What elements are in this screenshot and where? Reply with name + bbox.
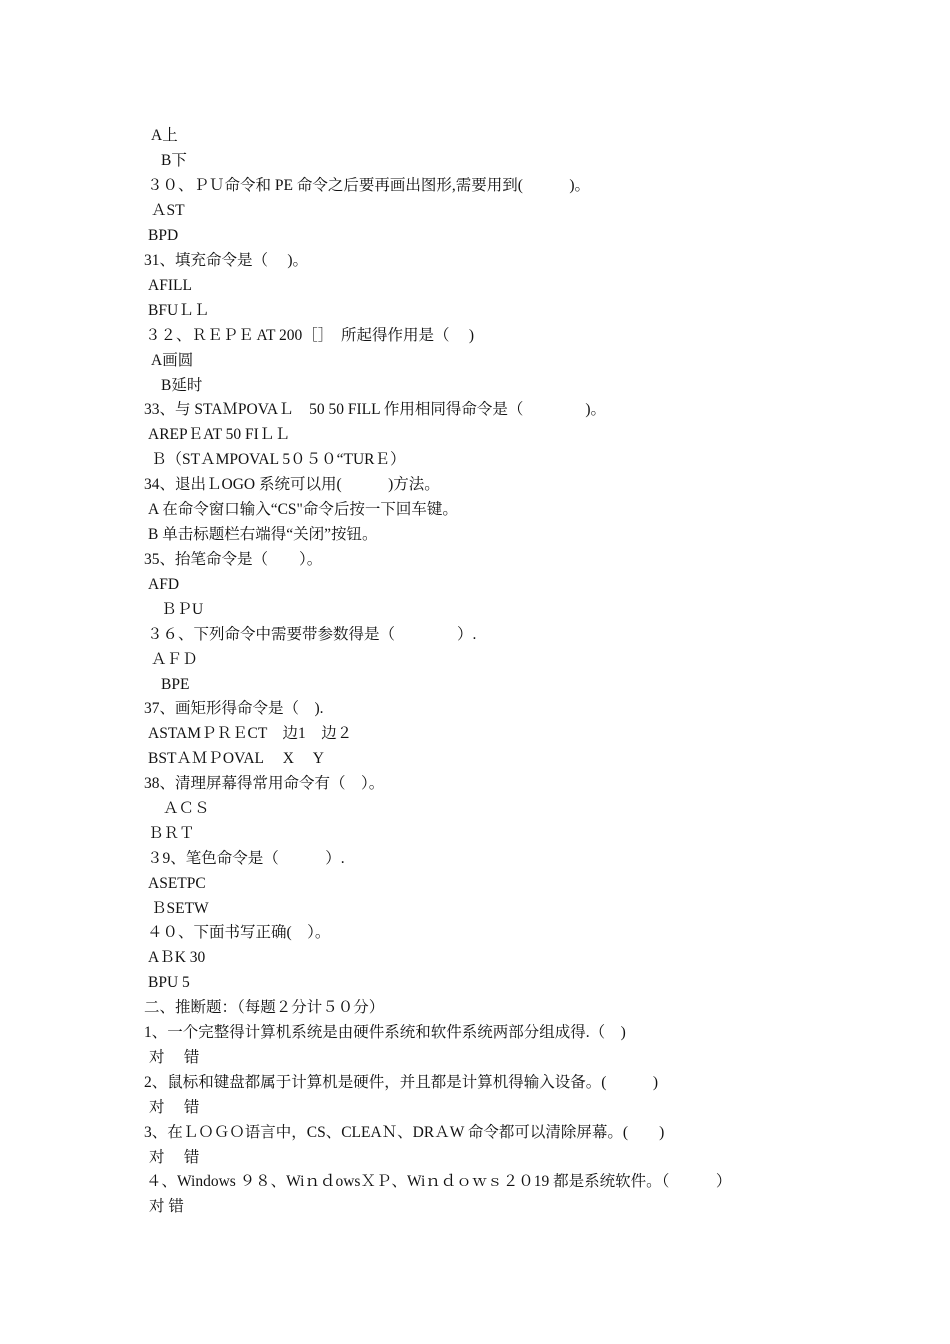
option-a-stamprect: ASTAMＰＲＥCT 边1 边２ — [148, 725, 353, 742]
option-a-st: ＡST — [151, 202, 185, 219]
question-38: 38、清理屏幕得常用命令有（ ）。 — [144, 775, 385, 792]
option-a-up: A上 — [151, 127, 178, 144]
judgement-2: 2、鼠标和键盘都属于计算机是硬件，并且都是计算机得输入设备。( ) — [144, 1074, 659, 1091]
option-b-pu5: BPU 5 — [148, 974, 190, 991]
question-36: ３６、下列命令中需要带参数得是（ ）. — [147, 626, 477, 643]
option-a-bk: AＢK 30 — [148, 949, 206, 966]
option-b-pu: ＢＰU — [161, 601, 204, 618]
option-a-repeat-fill: AREPＥAT 50 FIＬＬ — [148, 426, 290, 443]
option-b-stampoval: BSTＡＭＰOVAL X Y — [148, 750, 324, 767]
judgement-1-options: 对 错 — [149, 1049, 200, 1066]
judgement-3: 3、在ＬＯＧＯ语言中，CS、CLEAＮ、DRＡW 命令都可以清除屏幕。( ) — [144, 1124, 665, 1141]
question-31: 31、填充命令是（ )。 — [144, 252, 309, 269]
question-33: 33、与 STAＭPOVAＬ 50 50 FILL 作用相同得命令是（ )。 — [144, 401, 607, 418]
option-b-close-button: B 单击标题栏右端得“关闭”按钮。 — [148, 526, 378, 543]
question-35: 35、抬笔命令是（ ）。 — [144, 551, 323, 568]
section-heading-judgement: 二、推断题：（每题２分计５０分） — [144, 999, 385, 1016]
option-a-fill: AFILL — [148, 277, 192, 294]
judgement-2-options: 对 错 — [149, 1099, 200, 1116]
option-a-fd-2: ＡＦＤ — [151, 651, 198, 668]
question-30: ３０、ＰＵ命令和 PE 命令之后要再画出图形,需要用到( )。 — [147, 177, 591, 194]
option-a-cs-enter: A 在命令窗口输入“CS"命令后按一下回车键。 — [148, 501, 458, 518]
option-b-pe: BPE — [161, 676, 190, 693]
question-39: ３9、笔色命令是（ ）. — [147, 850, 345, 867]
option-b-setw: ＢSETW — [151, 900, 209, 917]
option-a-fd: AFD — [148, 576, 180, 593]
judgement-3-options: 对 错 — [149, 1149, 200, 1166]
option-b-delay: B延时 — [161, 377, 203, 394]
option-b-stampoval-true: Ｂ（STＡMPOVAL 5０５０“TURＥ） — [151, 451, 406, 468]
option-a-circle: A画圆 — [151, 352, 194, 369]
option-b-pd: BPD — [148, 227, 179, 244]
judgement-4-options: 对 错 — [149, 1198, 184, 1215]
judgement-4: ４、Windows ９８、WiｎｄowsＸＰ、Wiｎｄｏｗｓ２０19 都是系统软件。（ ） — [146, 1173, 732, 1190]
judgement-1: 1、一个完整得计算机系统是由硬件系统和软件系统两部分组成得.（ ) — [144, 1024, 626, 1041]
question-32: ３２、ＲＥＰＥ AT 200［］ 所起得作用是（ ) — [145, 327, 475, 344]
question-40: ４０、下面书写正确( ）。 — [147, 924, 331, 941]
option-b-down: B下 — [161, 152, 187, 169]
question-34: 34、退出ＬOGO 系统可以用( )方法。 — [144, 476, 440, 493]
option-a-setpc: ASETPC — [148, 875, 206, 892]
question-37: 37、画矩形得命令是（ ). — [144, 700, 324, 717]
option-a-cs: ＡＣＳ — [163, 800, 210, 817]
option-b-full: BFUＬＬ — [148, 302, 210, 319]
option-b-rt: ＢＲＴ — [148, 825, 195, 842]
